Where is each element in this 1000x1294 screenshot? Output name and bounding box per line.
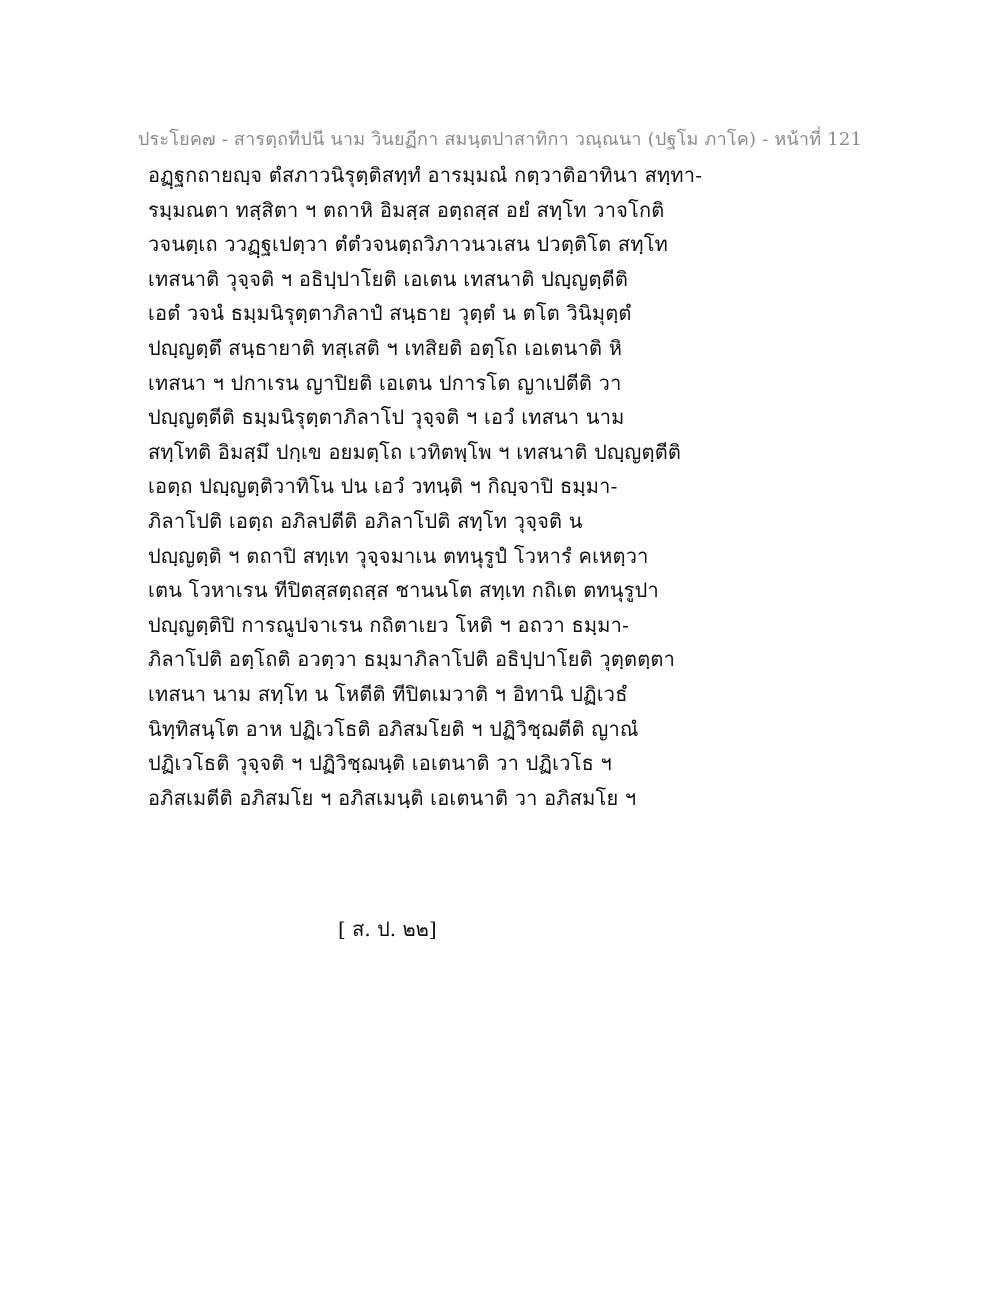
text-line: เตน โวหาเรน ทีปิตสฺสตฺถสฺส ชานนโต สทฺเท กถิเต ตทนุรูปา — [148, 578, 659, 603]
page-reference: [ ส. ป. ๒๒] — [338, 917, 437, 941]
text-line: อฏฺฐกถายญฺจ ตํสภาวนิรุตฺติสทฺทํ อารมฺมณํ กตฺวาติอาทินา สทฺทา- — [148, 163, 703, 187]
body-text — [148, 158, 708, 815]
text-line: เทสนา ฯ ปกาเรน ญาปิยติ เอเตน ปการโต ญาเปตีติ วา — [148, 370, 622, 395]
text-line: ปญฺญตฺติ ฯ ตถาปิ สทฺเท วุจฺจมาเน ตทนุรูปํ โวหารํ คเหตฺวา — [148, 543, 649, 568]
text-line: เทสนาติ วุจฺจติ ฯ อธิปฺปาโยติ เอเตน เทสนาติ ปญฺญตฺตีติ — [148, 266, 629, 291]
text-line: นิทฺทิสนฺโต อาห ปฏิเวโธติ อภิสมโยติ ฯ ปฏิวิชฺฌตีติ ญาณํ — [148, 716, 639, 741]
text-line: เอตฺถ ปญฺญตฺติวาทิโน ปน เอวํ วทนฺติ ฯ กิญฺจาปิ ธมฺมา- — [148, 474, 618, 499]
text-line: อภิสเมตีติ อภิสมโย ฯ อภิสเมนฺติ เอเตนาติ วา อภิสมโย ฯ — [148, 785, 637, 810]
text-line: เอตํ วจนํ ธมฺมนิรุตฺตาภิลาปํ สนฺธาย วุตฺตํ น ตโต วินิมุตฺตํ — [148, 301, 632, 326]
running-header: ประโยค๗ - สารตฺถทีปนี นาม วินยฏีกา สมนฺตปาสาทิกา วณฺณนา (ปฐโม ภาโค) - หน้าที่ 121 — [137, 129, 863, 150]
text-line: ภิลาโปติ เอตฺถ อภิลปตีติ อภิลาโปติ สทฺโท วุจฺจติ น — [148, 508, 583, 533]
text-line: ปฏิเวโธติ วุจฺจติ ฯ ปฏิวิชฺฌนฺติ เอเตนาติ วา ปฏิเวโธ ฯ — [148, 751, 612, 776]
text-line: ปญฺญตฺติปิ การณูปจาเรน กถิตาเยว โหติ ฯ อถวา ธมฺมา- — [148, 612, 630, 637]
text-line: รมฺมณตา ทสฺสิตา ฯ ตถาหิ อิมสฺส อตฺถสฺส อยํ สทฺโท วาจโกติ — [148, 197, 665, 222]
text-line: วจนตฺเถ ววฏฺฐเปตฺวา ตํตํวจนตฺถวิภาวนวเสน ปวตฺติโต สทฺโท — [148, 232, 669, 257]
text-line: ปญฺญตฺตึ สนฺธายาติ ทสฺเสติ ฯ เทสิยติ อตฺโถ เอเตนาติ หิ — [148, 335, 623, 360]
text-line: ภิลาโปติ อตฺโถติ อวตฺวา ธมฺมาภิลาโปติ อธิปฺปาโยติ วุตฺตตฺตา — [148, 647, 676, 672]
text-line: สทฺโทติ อิมสฺมึ ปกฺเข อยมตฺโถ เวทิตพฺโพ ฯ เทสนาติ ปญฺญตฺตีติ — [148, 439, 682, 464]
text-line: ปญฺญตฺตีติ ธมฺมนิรุตฺตาภิลาโป วุจฺจติ ฯ เอวํ เทสนา นาม — [148, 405, 625, 430]
text-line: เทสนา นาม สทฺโท น โหตีติ ทีปิตเมวาติ ฯ อิทานิ ปฏิเวธํ — [148, 681, 628, 706]
